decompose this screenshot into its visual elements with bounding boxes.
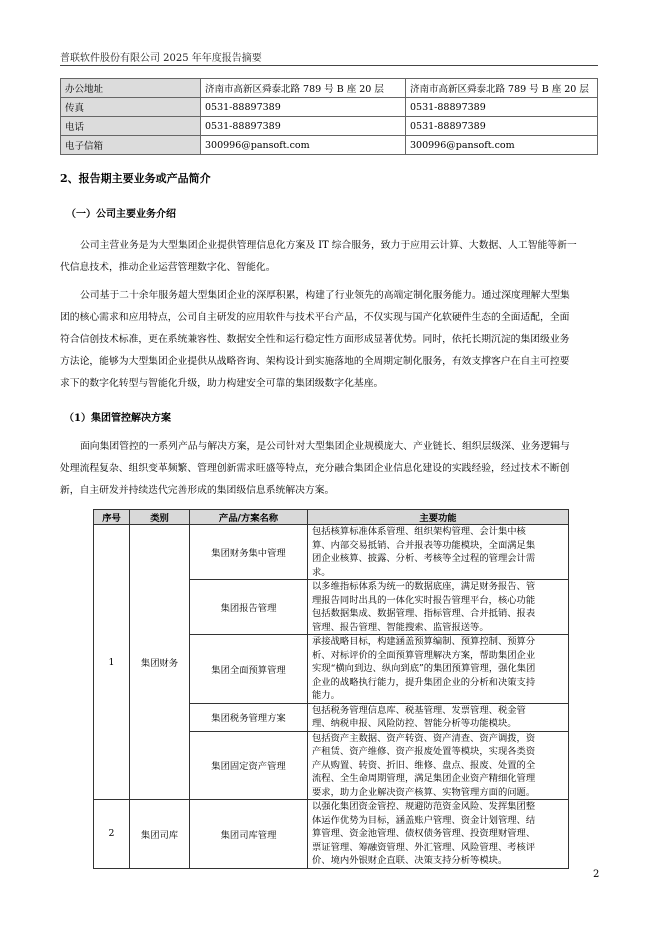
- contact-value-2: 0531-88897389: [406, 98, 598, 117]
- function-line: 算管理、资金池管理、债权债务管理、投资理财管理、: [312, 828, 536, 839]
- function-line: 包括核算标准体系管理、组织架构管理、会计集中核: [312, 526, 526, 537]
- contact-row: [61, 117, 598, 136]
- page-header: 普联软件股份有限公司 2025 年年度报告摘要: [60, 53, 262, 64]
- product-name: 集团司库管理: [190, 800, 308, 869]
- product-function: [308, 731, 569, 800]
- function-line: 析、对标评价的全面预算管理解决方案，帮助集团企业: [312, 649, 536, 661]
- function-line: 理报告同时出具的一体化实时报告管理平台，核心功能: [312, 594, 536, 606]
- col-header-product: 产品/方案名称: [190, 510, 308, 525]
- function-line: 理、纳税申报、风险防控、智能分析等功能模块。: [312, 718, 517, 729]
- product-name: 集团财务集中管理: [190, 525, 308, 580]
- row-category: 集团司库: [130, 800, 190, 869]
- function-line: 流程、全生命周期管理，满足集团企业资产精细化管理: [312, 773, 536, 784]
- row-seq: 1: [94, 525, 130, 800]
- function-line: 价、境内外银财企直联、决策支持分析等模块。: [312, 855, 508, 866]
- contact-label: 电话: [61, 117, 201, 136]
- product-name: 集团报告管理: [190, 580, 308, 635]
- contact-value-2: 0531-88897389: [406, 117, 598, 136]
- product-name: 集团固定资产管理: [190, 731, 308, 800]
- contact-value-1: 300996@pansoft.com: [201, 136, 406, 155]
- product-function: [308, 800, 569, 869]
- function-line: 求。: [312, 566, 331, 578]
- row-seq: 2: [94, 800, 130, 869]
- function-line: 包括资产主数据、资产转资、资产清查、资产调拨，资: [312, 732, 536, 744]
- capability-paragraph: 公司基于二十余年服务超大型集团企业的深厚积累，构建了行业领先的高端定制化服务能力。通过深度理解大型集 团的核心需求和应用特点，公司自主研发的应用软件与技术平台产品，不仅实现与国产化软硬件生态的全面适配，全面 符合信创技术标准，更在系统兼容性、数据安全性和运行稳定性方面形成显著优势。同时，依托长期沉淀的集团级业务 方法论，能够为大型集团企业提供从战略咨询、架构设计到实施落地的全周期定制化服务，有效支撑客户在自主可控要 求下的数字化转型与智能化升级，助力构建安全可靠的集团级数字化基座。: [60, 290, 570, 389]
- col-header-category: 类别: [130, 510, 190, 525]
- table-row: [94, 800, 569, 869]
- function-line: 管理、报告管理、智能搜索、监管报送等。: [312, 621, 489, 633]
- solution-paragraph: 面向集团管控的一系列产品与解决方案，是公司针对大型集团企业规模庞大、产业链长、组织层级深、业务逻辑与 处理流程复杂、组织变革频繁、管理创新需求旺盛等特点，充分融合集团企业信息化建设的实践经验，经过技术不断创 新，自主研发并持续迭代完善形成的集团级信息系统解决方案。: [60, 441, 570, 496]
- contact-label: 传真: [61, 98, 201, 117]
- function-line: 承接战略目标，构建涵盖预算编制、预算控制、预算分: [312, 636, 536, 647]
- contact-value-2: 济南市高新区舜泰北路 789 号 B 座 20 层: [406, 79, 598, 98]
- function-line: 团企业核算、披露、分析、考核等全过程的管理会计需: [312, 553, 536, 564]
- function-line: 算、内部交易抵销、合并报表等功能模块，全面满足集: [312, 539, 536, 551]
- contact-value-1: 0531-88897389: [201, 117, 406, 136]
- function-line: 企业的战略执行能力，提升集团企业的分析和决策支持: [312, 676, 536, 688]
- col-header-function: 主要功能: [308, 510, 569, 525]
- function-line: 包括数据集成、数据管理、指标管理、合并抵销、报表: [312, 608, 536, 619]
- product-name: 集团税务管理方案: [190, 703, 308, 731]
- function-line: 体运作优势为目标，涵盖账户管理、资金计划管理、结: [312, 814, 536, 826]
- function-line: 包括税务管理信息库、税基管理、发票管理、税金管: [312, 704, 526, 716]
- function-line: 产租赁、资产维修、资产报废处置等模块，实现各类资: [312, 746, 536, 757]
- function-line: 以多维指标体系为统一的数据底座，满足财务报告、管: [312, 581, 536, 592]
- header-divider: [60, 65, 598, 66]
- table-row: [94, 525, 569, 580]
- product-function: [308, 525, 569, 580]
- function-line: 以强化集团资金管控、规避防范资金风险、发挥集团整: [312, 801, 536, 812]
- product-table: [93, 509, 569, 869]
- function-line: 产从购置、转资、折旧、维修、盘点、报废、处置的全: [312, 759, 536, 771]
- business-intro-paragraph: 公司主营业务是为大型集团企业提供管理信息化方案及 IT 综合服务，致力于应用云计算、大数据、人工智能等新一 代信息技术，推动企业运营管理数字化、智能化。: [60, 240, 577, 273]
- function-line: 票证管理、筹融资管理、外汇管理、风险管理、考核评: [312, 841, 536, 853]
- contact-value-2: 300996@pansoft.com: [406, 136, 598, 155]
- row-category: 集团财务: [130, 525, 190, 800]
- contact-row: [61, 136, 598, 155]
- function-line: 实现“横向到边、纵向到底”的集团预算管理，强化集团: [312, 663, 536, 674]
- function-line: 要求，助力企业解决资产核算、实物管理方面的问题。: [312, 786, 536, 798]
- contact-row: [61, 79, 598, 98]
- product-name: 集团全面预算管理: [190, 635, 308, 704]
- contact-label: 办公地址: [61, 79, 201, 98]
- page-number: 2: [593, 869, 600, 880]
- contact-info-table: [60, 78, 598, 155]
- section-heading: 2、报告期主要业务或产品简介: [60, 172, 211, 185]
- contact-value-1: 济南市高新区舜泰北路 789 号 B 座 20 层: [201, 79, 406, 98]
- product-function: [308, 703, 569, 731]
- solution-heading: （1）集团管控解决方案: [64, 413, 171, 424]
- contact-value-1: 0531-88897389: [201, 98, 406, 117]
- col-header-seq: 序号: [94, 510, 130, 525]
- contact-label: 电子信箱: [61, 136, 201, 155]
- product-function: [308, 635, 569, 704]
- product-function: [308, 580, 569, 635]
- contact-row: [61, 98, 598, 117]
- subsection-heading: （一）公司主要业务介绍: [66, 209, 176, 220]
- function-line: 能力。: [312, 690, 340, 701]
